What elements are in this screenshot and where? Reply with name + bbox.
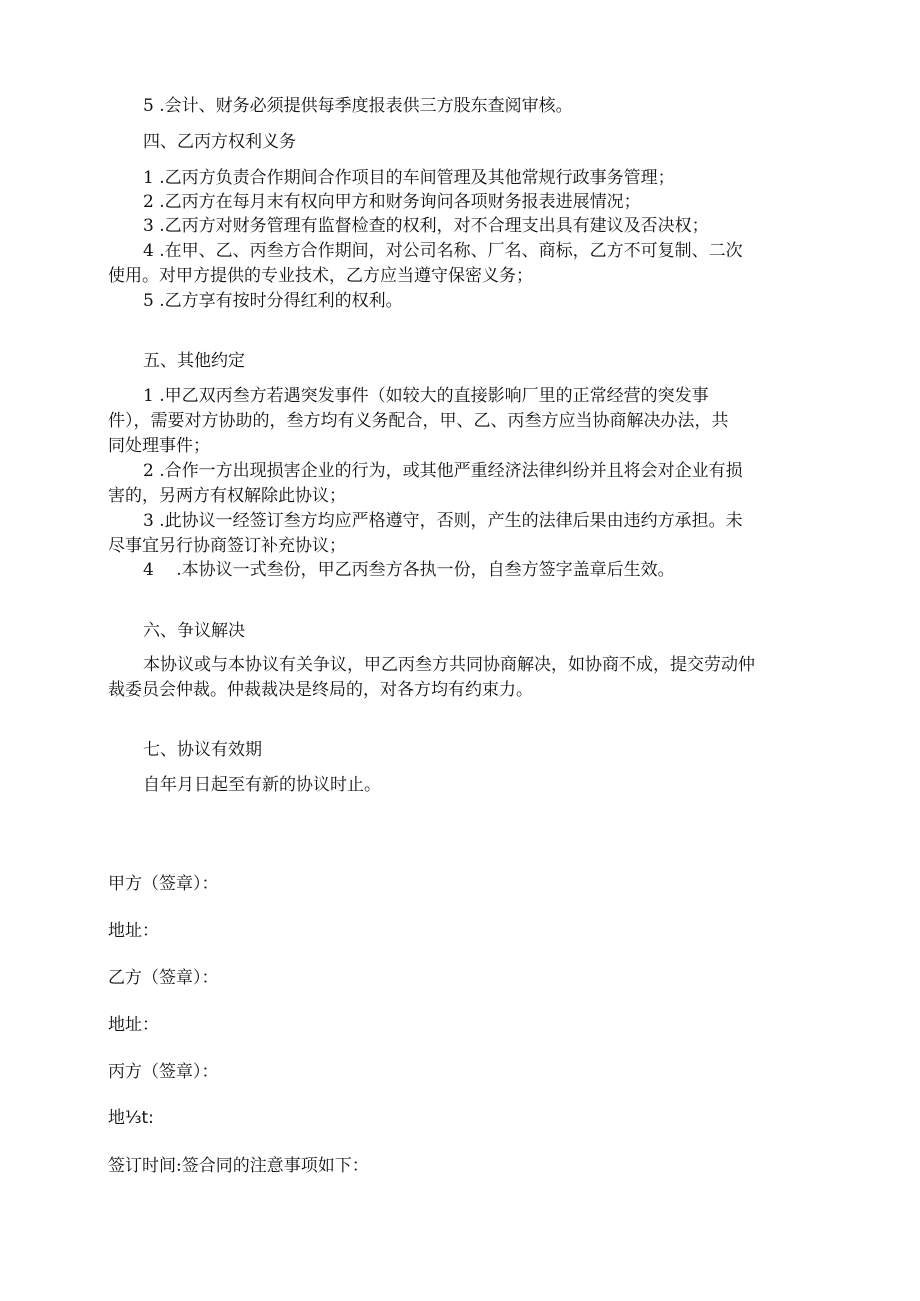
section6-line1: 本协议或与本协议有关争议，甲乙丙叁方共同协商解决，如协商不成，提交劳动仲 (143, 655, 755, 675)
section5-item2-line1: 2 .合作一方出现损害企业的行为，或其他严重经济法律纠纷并且将会对企业有损 (143, 461, 743, 481)
section5-item1-line1: 1 .甲乙双丙叁方若遇突发事件（如较大的直接影响厂里的正常经营的突发事 (143, 386, 709, 406)
sign-time-label: 签订时间:签合同的注意事项如下： (108, 1156, 369, 1176)
section5-item3-line1: 3 .此协议一经签订叁方均应严格遵守，否则，产生的法律后果由违约方承担。未 (143, 511, 743, 531)
section5-item2-line2: 害的，另两方有权解除此协议； (108, 486, 346, 506)
party-a-address-label: 地址： (108, 921, 159, 941)
section5-item4: 4 .本协议一式叁份，甲乙丙叁方各执一份，自叁方签字盖章后生效。 (143, 560, 675, 580)
section5-item1-line3: 同处理事件； (108, 436, 210, 456)
party-c-signature-label: 丙方（签章）： (108, 1062, 219, 1082)
section4-item3: 3 .乙丙方对财务管理有监督检查的权利，对不合理支出具有建议及否决权； (143, 216, 709, 236)
section6-line2: 裁委员会仲裁。仲裁裁决是终局的，对各方均有约束力。 (108, 680, 533, 700)
section4-item4-line1: 4 .在甲、乙、丙叁方合作期间，对公司名称、厂名、商标，乙方不可复制、二次 (143, 241, 743, 261)
section4-item2: 2 .乙丙方在每月末有权向甲方和财务询问各项财务报表进展情况； (143, 192, 641, 212)
section4-item4-line2: 使用。对甲方提供的专业技术，乙方应当遵守保密义务； (108, 266, 533, 286)
section5-item3-line2: 尽事宜另行协商签订补充协议； (108, 536, 346, 556)
section4-item1: 1 .乙丙方负责合作期间合作项目的车间管理及其他常规行政事务管理； (143, 168, 675, 188)
party-b-signature-label: 乙方（签章）： (108, 968, 219, 988)
party-c-address-label: 地⅓t: (108, 1108, 154, 1128)
section6-heading: 六、争议解决 (143, 621, 245, 641)
section3-item5: 5 .会计、财务必须提供每季度报表供三方股东查阅审核。 (143, 96, 573, 116)
section4-heading: 四、乙丙方权利义务 (143, 132, 296, 152)
section7-text: 自年月日起至有新的协议时止。 (143, 775, 381, 795)
section4-item5: 5 .乙方享有按时分得红利的权利。 (143, 291, 403, 311)
section7-heading: 七、协议有效期 (143, 740, 262, 760)
party-b-address-label: 地址： (108, 1015, 159, 1035)
section5-heading: 五、其他约定 (143, 351, 245, 371)
section5-item1-line2: 件），需要对方协助的，叁方均有义务配合，甲、乙、丙叁方应当协商解决办法，共 (108, 411, 729, 431)
party-a-signature-label: 甲方（签章）： (108, 874, 219, 894)
